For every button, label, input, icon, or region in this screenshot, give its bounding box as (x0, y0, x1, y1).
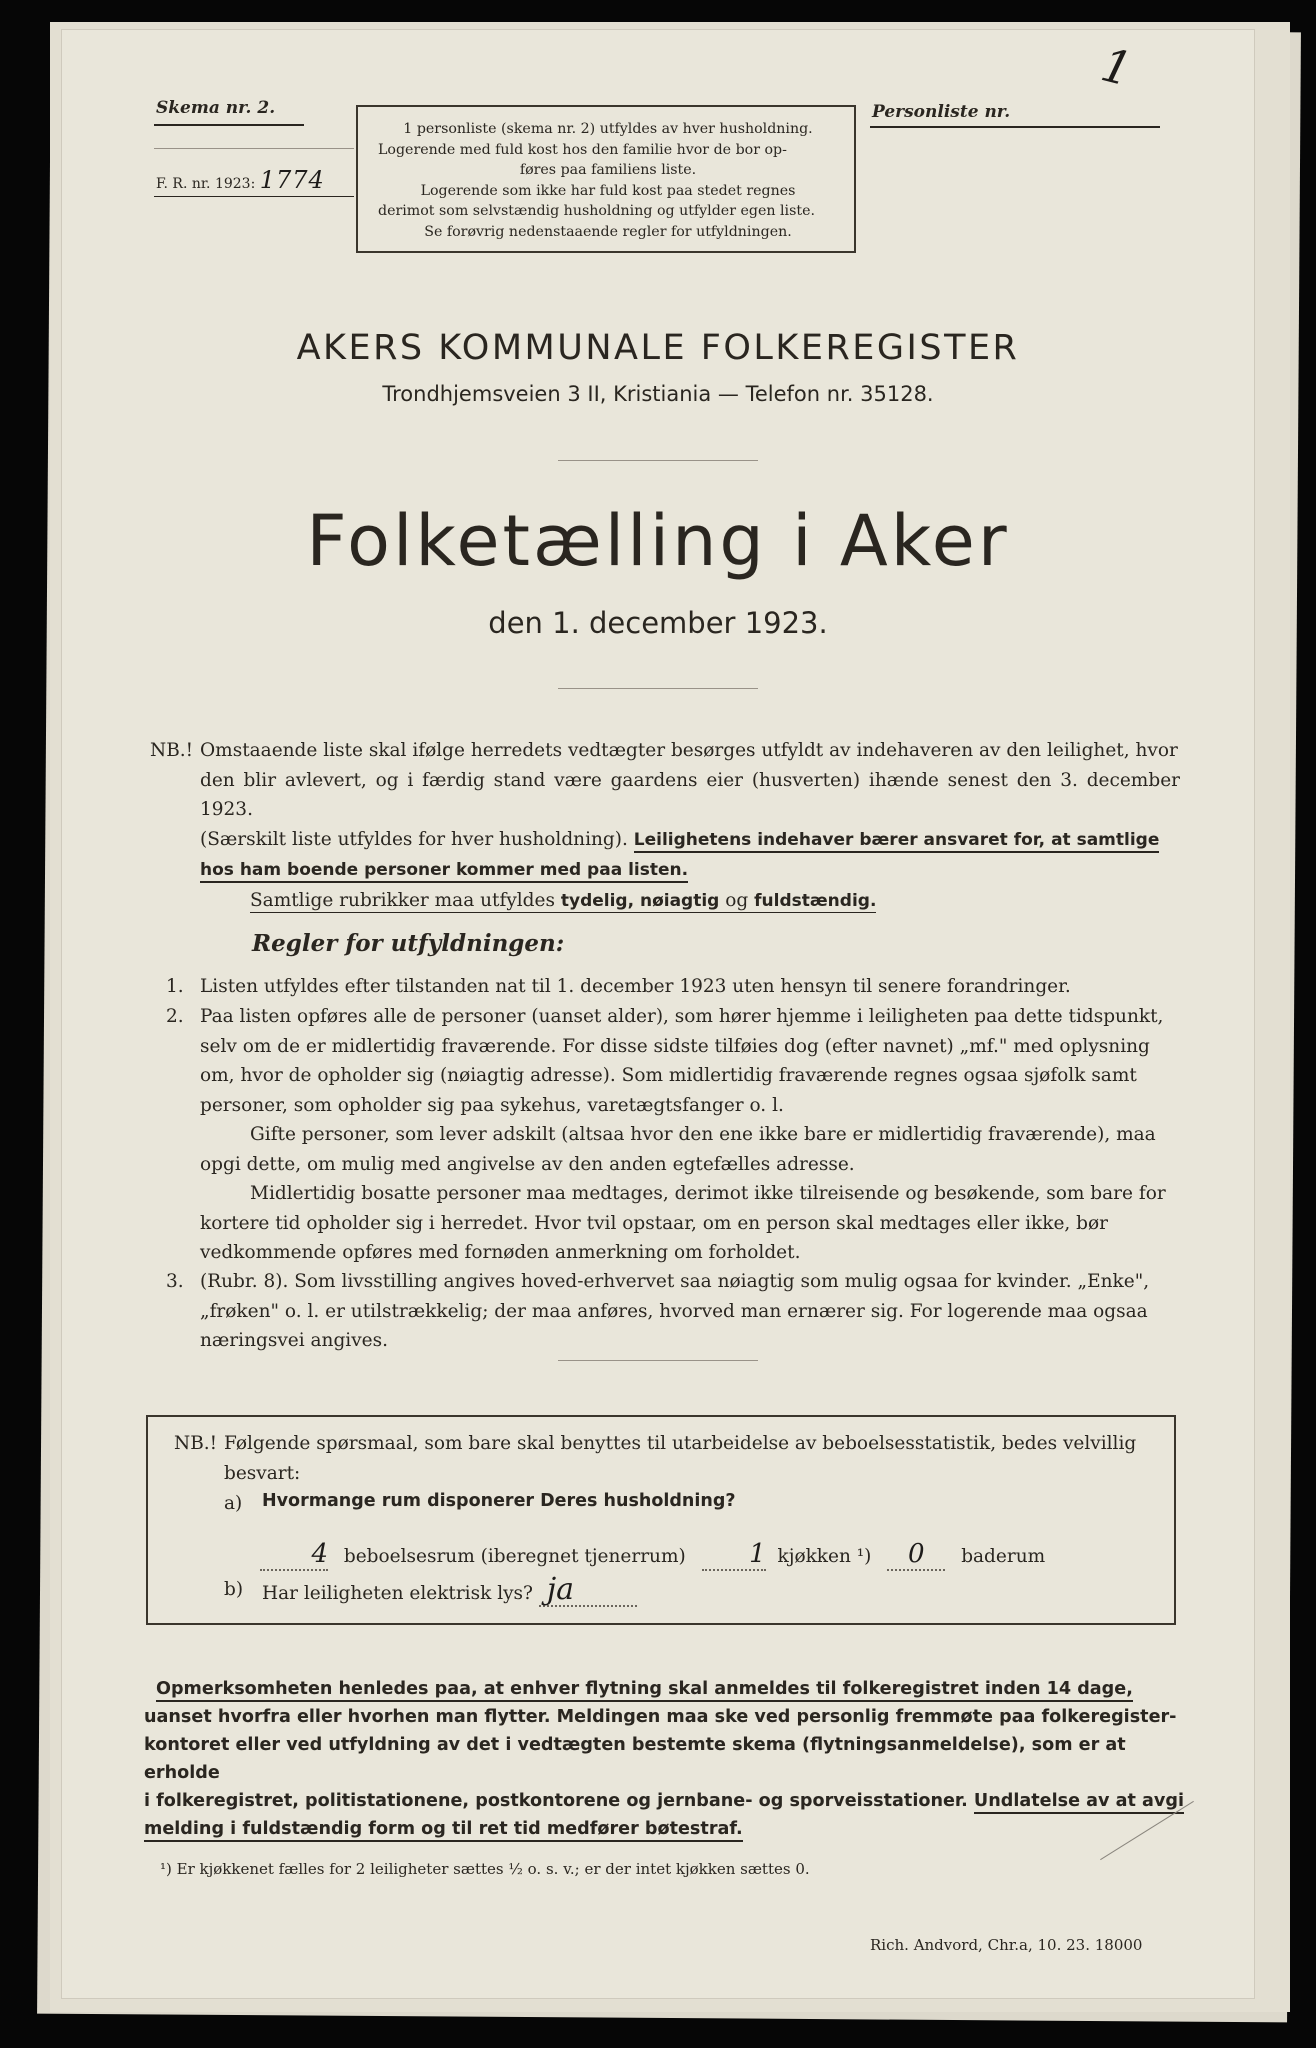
question-b-label: b) (224, 1579, 244, 1600)
rule-3-line-3: næringsvei angives. (200, 1330, 388, 1351)
nb1-line-5d: fuldstændig. (754, 890, 877, 911)
rule-2-number: 2. (166, 1006, 184, 1027)
nb1-line-5b: tydelig, nøiagtig (560, 890, 720, 911)
box-line-2: Logerende med fuld kost hos den familie hvor de bor op- (378, 141, 787, 158)
rule-2-line-2: selv om de er midlertidig fraværende. For disse sidste tilføies dog (efter navnet) „mf." med oplysning (200, 1035, 1150, 1057)
census-date: den 1. december 1923. (488, 606, 828, 640)
box-line-3: føres paa familiens liste. (519, 162, 697, 178)
box-line-5: derimot som selvstændig husholdning og utfylder egen liste. (378, 203, 815, 219)
nb1-line-3 (200, 825, 1180, 856)
nb1-line-5c: og (725, 889, 749, 911)
rooms-answer-row (260, 1539, 1045, 1571)
census-form-page (62, 30, 1254, 1998)
notice-line-1 (144, 1675, 1184, 1703)
notice-line-1-text: Opmerksomheten henledes paa, at enhver flytning skal anmeldes til folkeregistret inden 14 dage, (156, 1679, 1133, 1702)
office-address: Trondhjemsveien 3 II, Kristiania — Telefon nr. 35128. (382, 382, 934, 406)
divider-2 (558, 688, 758, 689)
nb1-line-5 (200, 886, 1180, 917)
rule-3-paragraph (200, 1267, 1180, 1356)
fr-underline (154, 196, 354, 197)
rule-2-line-7: Midlertidig bosatte personer maa medtages, derimot ikke tilreisende og besøkende, som bare for (250, 1183, 1166, 1204)
rule-2-line-5: Gifte personer, som lever adskilt (altsaa hvor den ene ikke bare er midlertidig fraværende), maa (250, 1124, 1156, 1145)
box-line-6: Se forøvrig nedenstaaende regler for utfyldningen. (424, 223, 792, 240)
rule-2-line-9: vedkommende opføres med fornøden anmerkning om forholdet. (200, 1242, 801, 1263)
fr-number-row (156, 166, 325, 194)
fr-label: F. R. nr. 1923: (156, 176, 256, 192)
nb1-line-2: den blir avlevert, og i færdig stand være gaardens eier (husverten) ihænde senest den 3. december 1923. (200, 769, 1180, 820)
nb1-paragraph (200, 736, 1180, 916)
notice-line-5-text: melding i fuldstændig form og til ret tid medfører bøtestraf. (144, 1819, 743, 1842)
notice-line-4a: i folkeregistret, politistationene, postkontorene og jernbane- og sporveisstationer. (144, 1791, 968, 1811)
fr-number-handwritten: 1774 (259, 166, 325, 194)
rule-2-paragraph (200, 1002, 1180, 1268)
skema-underline (154, 124, 304, 126)
rule-2-line-6: opgi dette, om mulig med angivelse av den anden egtefælles adresse. (200, 1153, 855, 1175)
bath-label: baderum (961, 1546, 1046, 1567)
nb1-line-3b: Leilighetens indehaver bærer ansvaret for, at samtlige (634, 830, 1160, 853)
rule-2-line-3: om, hvor de opholder sig (nøiagtig adresse). Som midlertidig fraværende regnes ogsaa sjøfolk samt (200, 1065, 1137, 1086)
nb2-intro-line-2: besvart: (224, 1462, 301, 1484)
nb1-line-3a: (Særskilt liste utfyldes for hver husholdning). (200, 828, 628, 850)
nb1-line-4-text: hos ham boende personer kommer med paa listen. (200, 860, 688, 883)
rule-3-line-2: „frøken" o. l. er utilstrækkelig; der maa anføres, hvorved man ernærer sig. For logerende maa ogsaa (200, 1300, 1148, 1322)
rooms-label: beboelsesrum (iberegnet tjenerrum) (343, 1546, 686, 1567)
skema-label: Skema nr. 2. (156, 98, 276, 118)
notice-line-2: uanset hvorfra eller hvorhen man flytter. Meldingen maa ske ved personlig fremmøte paa folkeregister- (144, 1707, 1177, 1727)
page-title: Folketælling i Aker (306, 500, 1010, 582)
electric-light-answer-field[interactable]: ja (539, 1575, 637, 1607)
kitchen-label: kjøkken ¹) (777, 1546, 872, 1567)
rule-2-line-8: kortere tid opholder sig i herredet. Hvor tvil opstaar, om en person skal medtages eller ikke, bør (200, 1212, 1108, 1234)
rule-3-line-1: (Rubr. 8). Som livsstilling angives hoved-erhvervet saa nøiagtig som mulig ogsaa for kvinder. „Enke", (200, 1271, 1150, 1292)
notice-line-3: kontoret eller ved utfyldning av det i vedtægten bestemte skema (flytningsanmeldelse), som er at erholde (144, 1735, 1126, 1783)
rule-3-number: 3. (166, 1271, 184, 1292)
header-thin-rule (154, 148, 354, 149)
question-a-label: a) (224, 1493, 243, 1514)
question-b: Har leiligheten elektrisk lys? (262, 1583, 533, 1604)
personliste-number-handwritten: 1 (1095, 37, 1138, 97)
personliste-underline (870, 126, 1160, 128)
rooms-value-field[interactable]: 4 (260, 1539, 328, 1571)
nb1-label: NB.! (150, 740, 194, 761)
divider-3 (558, 1360, 758, 1361)
question-a: Hvormange rum disponerer Deres husholdning? (262, 1491, 736, 1511)
question-b-row (262, 1572, 637, 1609)
housing-statistics-box (146, 1415, 1176, 1625)
printer-imprint: Rich. Andvord, Chr.a, 10. 23. 18000 (870, 1936, 1143, 1954)
rules-heading: Regler for utfyldningen: (252, 930, 565, 957)
notice-line-4b: Undlatelse av at avgi (974, 1791, 1184, 1814)
nb2-intro (224, 1429, 1154, 1488)
nb2-intro-line-1: Følgende spørsmaal, som bare skal benyttes til utarbeidelse av beboelsesstatistik, bedes velvillig (224, 1433, 1137, 1454)
notice-line-4 (144, 1787, 1184, 1815)
bath-value-field[interactable]: 0 (887, 1539, 945, 1571)
rule-2-line-1: Paa listen opføres alle de personer (uanset alder), som hører hjemme i leiligheten paa dette tidspunkt, (200, 1006, 1164, 1027)
divider-1 (558, 460, 758, 461)
box-line-4: Logerende som ikke har fuld kost paa stedet regnes (420, 182, 796, 199)
rule-2-line-4: personer, som opholder sig paa sykehus, varetægtsfanger o. l. (200, 1094, 784, 1116)
kitchen-value-field[interactable]: 1 (702, 1539, 766, 1571)
moving-notice (144, 1675, 1184, 1843)
nb2-label: NB.! (174, 1433, 218, 1454)
personliste-label: Personliste nr. (872, 102, 1011, 122)
office-name: AKERS KOMMUNALE FOLKEREGISTER (296, 328, 1020, 368)
nb1-line-1: Omstaaende liste skal ifølge herredets vedtægter besørges utfyldt av indehaveren av den leilighet, hvor (200, 740, 1178, 761)
rule-1-text: Listen utfyldes efter tilstanden nat til 1. december 1923 uten hensyn til senere forandringer. (200, 976, 1071, 997)
nb1-line-5a: Samtlige rubrikker maa utfyldes (250, 889, 555, 911)
notice-line-5 (144, 1815, 1184, 1843)
rule-1-number: 1. (166, 976, 184, 997)
box-line-1: 1 personliste (skema nr. 2) utfyldes av hver husholdning. (403, 121, 813, 137)
kitchen-footnote: ¹) Er kjøkkenet fælles for 2 leiligheter sættes ½ o. s. v.; er der intet kjøkken sættes 0. (160, 1860, 810, 1878)
instruction-box (356, 105, 856, 253)
nb1-line-4 (200, 855, 1180, 886)
